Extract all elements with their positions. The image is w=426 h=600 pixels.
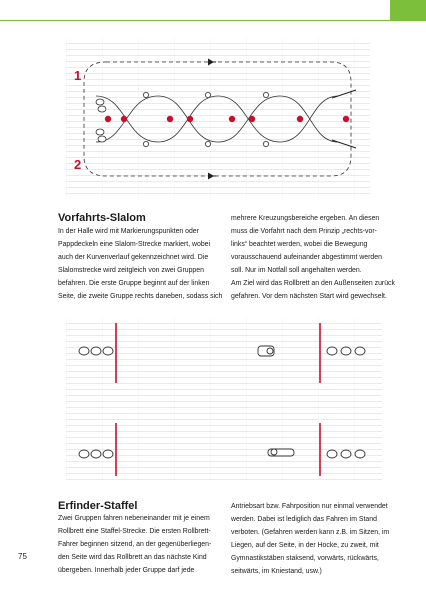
header-rule: [0, 0, 390, 21]
slalom-text-right: mehrere Kreuzungsbereiche ergeben. An diesen muss die Vorfahrt nach dem Prinzip „rechts-vor- links“ beachtet werden, wobei die Bewegung vorausschauend aufeinander abgestimmt werden soll. Nur im Notfall soll angehalten werden. Am Ziel wird das Rollbrett an den Außenseiten zurück gefahren. Vor dem nächsten Start wird gewechselt.: [231, 215, 395, 300]
slalom-text-left: In der Halle wird mit Markierungspunkten oder Pappdeckeln eine Slalom-Strecke markiert, wobei auch der Kurvenverlauf gekennzeichnet wird. Die Slalomstrecke wird zeitgleich von zwei Gruppen befahren. Die erste Gruppe beginnt auf der linken Seite, die zweite Gruppe rechts daneben, sodass sich: [58, 228, 223, 300]
staffel-text-right: Antriebsart bzw. Fahrposition nur einmal verwendet werden. Dabei ist lediglich das Fahren im Stand verboten. (Gefahren werden kann z.B. im Sitzen, im Liegen, auf der Seite, in der Hocke, zu zweit, mit Gymnastikstäben staksend, vorwärts, rückwärts, seitwärts, im Kniestand, usw.): [231, 503, 390, 575]
page-number: 75: [18, 552, 27, 561]
section-title-slalom: Vorfahrts-Slalom: [58, 212, 146, 224]
staffel-diagram: [66, 318, 382, 480]
section-title-staffel: Erfinder-Staffel: [58, 500, 138, 512]
group-label-2: 2: [74, 157, 82, 172]
group-label-1: 1: [74, 68, 82, 83]
staffel-text-left: Zwei Gruppen fahren nebeneinander mit je einem Rollbrett eine Staffel-Strecke. Die ersten Rollbrett- Fahrer beginnen sitzend, an der gegenüberliegen- den Seite wird das Rollbrett an das nächste Kind übergeben. Innerhalb jeder Gruppe darf jede: [58, 515, 212, 574]
chapter-tab: [390, 0, 426, 21]
slalom-diagram: [66, 38, 370, 198]
